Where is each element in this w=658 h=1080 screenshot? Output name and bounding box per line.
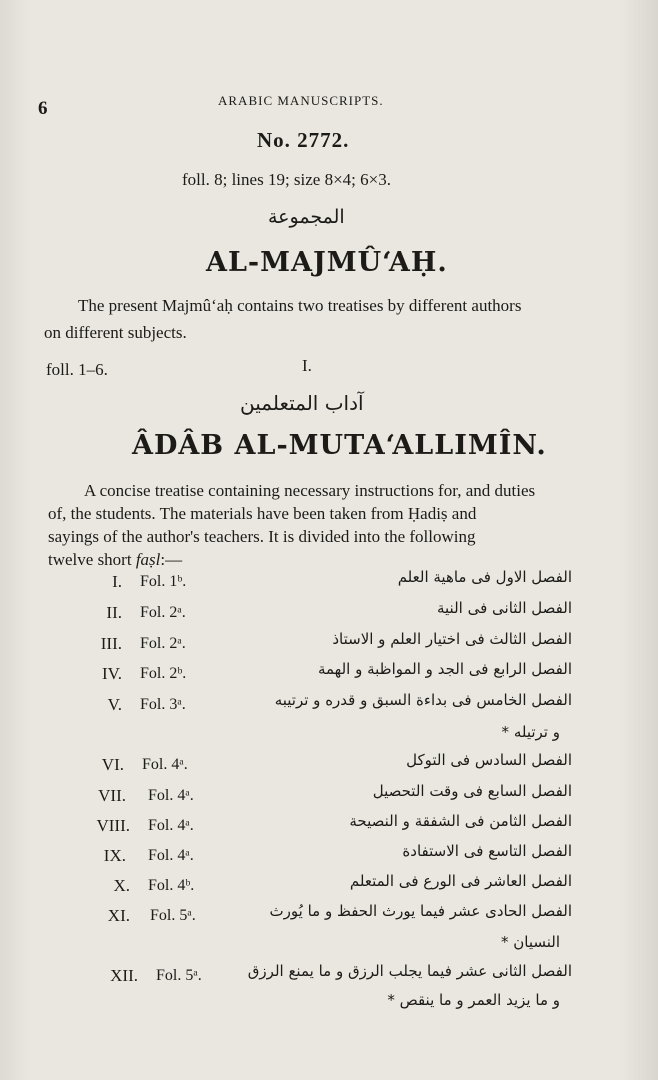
chapter-number: I. [112, 572, 122, 591]
chapter-arabic-title: الفصل الحادی عشر فیما یورث الحفظ و ما یُورث [269, 902, 572, 920]
desc-italic-term: faṣl [135, 550, 161, 569]
chapter-number: XI. [107, 906, 130, 925]
chapter-folio: Fol. 4ᵇ. [148, 877, 195, 894]
chapter-folio: Fol. 2ᵃ. [140, 604, 186, 621]
manuscript-number: No. 2772. [257, 128, 350, 152]
desc-line: sayings of the author's teachers. It is divided into the following [48, 527, 476, 546]
chapter-number: IX. [103, 846, 126, 865]
intro-line: The present Majmû‘aḥ contains two treatises by different authors [78, 296, 522, 315]
chapter-arabic-title: الفصل الخامس فی بداءة السبق و قدره و ترتیبه [274, 691, 572, 709]
folio-range: foll. 1–6. [46, 360, 108, 379]
chapter-number: VIII. [96, 816, 130, 835]
chapter-arabic-title: الفصل الثامن فی الشفقة و النصیحة [349, 812, 572, 830]
chapter-arabic-title: الفصل التاسع فی الاستفادة [402, 842, 572, 860]
chapter-arabic-title: الفصل الثالث فی اختیار العلم و الاستاذ [332, 630, 572, 648]
collection-title: AL-MAJMÛ‘AḤ. [206, 247, 448, 278]
treatise-title: ÂDÂB AL-MUTA‘ALLIMÎN. [132, 430, 547, 461]
chapter-folio: Fol. 4ᵃ. [142, 756, 188, 773]
chapter-number: III. [100, 634, 122, 653]
chapter-arabic-title: الفصل العاشر فی الورع فی المتعلم [349, 872, 572, 890]
treatise-arabic-title: آداب المتعلمين [240, 391, 364, 415]
treatise-description [48, 479, 578, 571]
part-number: I. [302, 356, 312, 375]
chapter-number: XII. [110, 966, 138, 985]
chapter-folio: Fol. 5ᵃ. [156, 967, 202, 984]
desc-text: twelve short [48, 550, 132, 569]
intro-line: on different subjects. [44, 323, 187, 342]
desc-line: A concise treatise containing necessary instructions for, and duties [84, 481, 536, 500]
desc-text: :— [160, 550, 183, 569]
chapter-number: X. [113, 876, 130, 895]
desc-line: of, the students. The materials have been taken from Ḥadiṣ and [48, 504, 477, 523]
chapter-folio: Fol. 2ᵃ. [140, 635, 186, 652]
chapter-arabic-continuation: و ترتیله * [501, 723, 560, 741]
chapter-arabic-title: الفصل السابع فی وقت التحصیل [372, 782, 572, 800]
chapter-number: II. [106, 603, 122, 622]
chapter-arabic-title: الفصل الثانی فی النیة [436, 599, 572, 617]
chapter-arabic-continuation: و ما یزید العمر و ما ینقص * [387, 991, 560, 1009]
chapter-folio: Fol. 2ᵇ. [140, 665, 187, 682]
collection-arabic-title: المجموعة [268, 206, 345, 228]
chapter-number: VII. [98, 786, 126, 805]
collection-intro [44, 292, 574, 346]
chapter-arabic-title: الفصل الثانی عشر فیما یجلب الرزق و ما یمنع الرزق [247, 962, 572, 980]
manuscript-meta: foll. 8; lines 19; size 8×4; 6×3. [182, 170, 391, 189]
chapter-arabic-continuation: النسیان * [500, 933, 560, 951]
chapter-arabic-title: الفصل السادس فی التوکل [406, 751, 572, 769]
chapter-number: V. [107, 695, 122, 714]
chapter-folio: Fol. 4ᵃ. [148, 817, 194, 834]
running-head: ARABIC MANUSCRIPTS. [218, 93, 384, 108]
chapter-folio: Fol. 1ᵇ. [140, 573, 187, 590]
chapter-arabic-title: الفصل الاول فی ماهیة العلم [397, 568, 572, 586]
chapter-folio: Fol. 4ᵃ. [148, 787, 194, 804]
chapter-number: VI. [101, 755, 124, 774]
chapter-folio: Fol. 4ᵃ. [148, 847, 194, 864]
chapter-folio: Fol. 3ᵃ. [140, 696, 186, 713]
page-number: 6 [38, 98, 48, 119]
chapter-folio: Fol. 5ᵃ. [150, 907, 196, 924]
chapter-arabic-title: الفصل الرابع فی الجد و المواظبة و الهمة [317, 660, 572, 678]
chapter-number: IV. [102, 664, 122, 683]
